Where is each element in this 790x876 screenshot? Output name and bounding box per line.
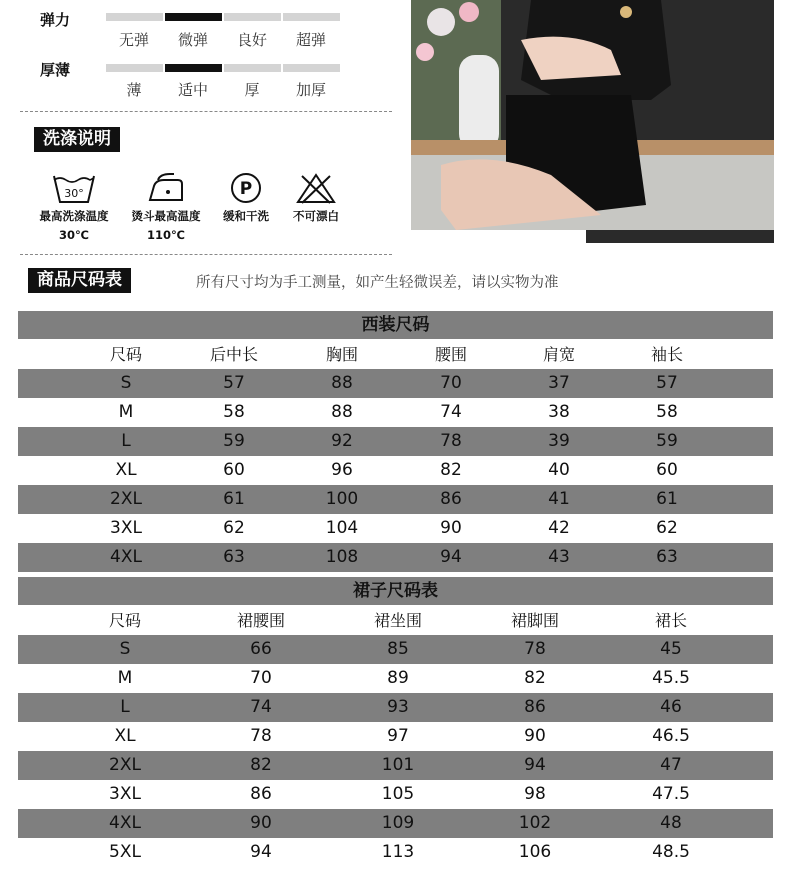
header-cell: 尺码	[108, 611, 141, 630]
value-cell: 66	[250, 639, 272, 659]
value-cell: 46.5	[652, 726, 690, 746]
value-cell: 78	[440, 431, 462, 451]
header-cell: 后中长	[209, 345, 258, 364]
size-cell: S	[119, 639, 131, 659]
value-cell: 60	[223, 460, 245, 480]
value-cell: 41	[548, 489, 570, 509]
thickness-bar-2	[224, 64, 281, 72]
header-cell: 腰围	[434, 345, 467, 364]
size-cell: 3XL	[110, 518, 142, 538]
size-cell: L	[121, 431, 131, 451]
no-bleach-care	[270, 172, 362, 224]
value-cell: 70	[440, 373, 462, 393]
elasticity-bar-3	[283, 13, 340, 21]
elasticity-option: 超弹	[295, 31, 326, 49]
value-cell: 86	[524, 697, 546, 717]
value-cell: 38	[548, 402, 570, 422]
header-cell: 裙长	[654, 611, 687, 630]
table-row	[18, 693, 773, 722]
dry-clean-symbol: P	[239, 179, 253, 199]
value-cell: 63	[656, 547, 678, 567]
header-cell: 裙腰围	[236, 611, 285, 630]
thickness-label: 厚薄	[40, 61, 71, 79]
skirt-size-table	[18, 577, 773, 867]
value-cell: 102	[518, 813, 552, 833]
table-row	[18, 635, 773, 664]
value-cell: 62	[223, 518, 245, 538]
no-bleach-icon	[294, 172, 338, 204]
suit-table-body	[18, 369, 773, 572]
header-cell: 尺码	[109, 345, 142, 364]
size-cell: S	[120, 373, 132, 393]
size-cell: XL	[114, 726, 136, 746]
elasticity-option: 微弹	[177, 31, 208, 49]
value-cell: 113	[381, 842, 415, 862]
header-cell: 裙脚围	[510, 611, 559, 630]
value-cell: 47	[660, 755, 682, 775]
value-cell: 104	[325, 518, 359, 538]
value-cell: 96	[331, 460, 353, 480]
header-cell: 裙坐围	[373, 611, 422, 630]
value-cell: 43	[548, 547, 570, 567]
value-cell: 94	[250, 842, 272, 862]
size-cell: 3XL	[109, 784, 141, 804]
iron-label: 烫斗最高温度	[131, 209, 201, 223]
suit-size-table	[18, 311, 773, 572]
value-cell: 101	[381, 755, 415, 775]
value-cell: 62	[656, 518, 678, 538]
value-cell: 106	[518, 842, 552, 862]
value-cell: 74	[440, 402, 462, 422]
wash-temp-symbol: 30°	[64, 187, 84, 200]
value-cell: 105	[381, 784, 415, 804]
value-cell: 85	[387, 639, 409, 659]
value-cell: 98	[524, 784, 546, 804]
value-cell: 59	[656, 431, 678, 451]
value-cell: 100	[325, 489, 359, 509]
value-cell: 78	[524, 639, 546, 659]
size-cell: M	[117, 668, 133, 688]
value-cell: 82	[250, 755, 272, 775]
value-cell: 86	[440, 489, 462, 509]
dry-clean-label: 缓和干洗	[223, 209, 269, 223]
value-cell: 92	[331, 431, 353, 451]
wash-30-icon	[52, 172, 96, 204]
skirt-table-header	[18, 606, 773, 635]
size-cell: 2XL	[109, 755, 141, 775]
value-cell: 86	[250, 784, 272, 804]
value-cell: 48	[660, 813, 682, 833]
value-cell: 58	[223, 402, 245, 422]
wash-sub: 30℃	[59, 228, 89, 242]
value-cell: 48.5	[652, 842, 690, 862]
value-cell: 46	[660, 697, 682, 717]
iron-care	[120, 172, 212, 242]
size-chart-title: 商品尺码表	[28, 268, 131, 293]
table-row	[18, 456, 773, 485]
value-cell: 37	[548, 373, 570, 393]
elasticity-bar-1	[165, 13, 222, 21]
model-image	[411, 0, 774, 243]
table-row	[18, 398, 773, 427]
size-cell: 4XL	[109, 813, 141, 833]
iron-sub: 110℃	[147, 228, 185, 242]
suit-table-header	[18, 340, 773, 369]
thickness-bar-1	[165, 64, 222, 72]
suit-table-title: 西装尺码	[18, 311, 773, 340]
thickness-option: 薄	[126, 81, 142, 99]
value-cell: 61	[223, 489, 245, 509]
value-cell: 90	[524, 726, 546, 746]
value-cell: 89	[387, 668, 409, 688]
value-cell: 47.5	[652, 784, 690, 804]
skirt-table-title: 裙子尺码表	[18, 577, 773, 606]
divider	[20, 111, 392, 112]
elasticity-option: 无弹	[118, 31, 149, 49]
header-cell: 肩宽	[542, 345, 575, 364]
wash-30-care	[28, 172, 120, 242]
size-cell: 2XL	[110, 489, 142, 509]
wash-label: 最高洗涤温度	[39, 209, 109, 223]
divider	[20, 254, 392, 255]
table-row	[18, 427, 773, 456]
thickness-option: 加厚	[295, 81, 326, 99]
value-cell: 57	[223, 373, 245, 393]
value-cell: 42	[548, 518, 570, 538]
value-cell: 90	[440, 518, 462, 538]
value-cell: 88	[331, 373, 353, 393]
table-row	[18, 809, 773, 838]
elasticity-label: 弹力	[40, 11, 71, 29]
header-cell: 袖长	[650, 345, 683, 364]
value-cell: 45	[660, 639, 682, 659]
washing-title: 洗涤说明	[34, 127, 120, 152]
value-cell: 60	[656, 460, 678, 480]
size-chart-note: 所有尺寸均为手工测量，如产生轻微误差，请以实物为准	[196, 275, 559, 291]
elasticity-bar-0	[106, 13, 163, 21]
table-row	[18, 780, 773, 809]
value-cell: 90	[250, 813, 272, 833]
value-cell: 93	[387, 697, 409, 717]
value-cell: 94	[440, 547, 462, 567]
table-row	[18, 751, 773, 780]
skirt-table-body	[18, 635, 773, 867]
elasticity-option: 良好	[236, 31, 267, 49]
value-cell: 82	[524, 668, 546, 688]
value-cell: 45.5	[652, 668, 690, 688]
value-cell: 57	[656, 373, 678, 393]
thickness-option: 适中	[177, 81, 208, 99]
value-cell: 97	[387, 726, 409, 746]
value-cell: 82	[440, 460, 462, 480]
elasticity-bar-2	[224, 13, 281, 21]
value-cell: 58	[656, 402, 678, 422]
product-photo	[411, 0, 774, 243]
table-row	[18, 838, 773, 867]
value-cell: 39	[548, 431, 570, 451]
table-row	[18, 543, 773, 572]
value-cell: 70	[250, 668, 272, 688]
value-cell: 63	[223, 547, 245, 567]
value-cell: 94	[524, 755, 546, 775]
size-cell: M	[118, 402, 134, 422]
value-cell: 61	[656, 489, 678, 509]
thickness-bar-0	[106, 64, 163, 72]
thickness-option: 厚	[244, 81, 260, 99]
value-cell: 40	[548, 460, 570, 480]
value-cell: 108	[325, 547, 359, 567]
dry-clean-p-icon	[224, 172, 268, 204]
value-cell: 88	[331, 402, 353, 422]
table-row	[18, 664, 773, 693]
table-row	[18, 485, 773, 514]
size-cell: XL	[115, 460, 137, 480]
value-cell: 59	[223, 431, 245, 451]
table-row	[18, 722, 773, 751]
iron-icon	[144, 172, 188, 204]
size-cell: 5XL	[109, 842, 141, 862]
table-row	[18, 514, 773, 543]
value-cell: 109	[381, 813, 415, 833]
value-cell: 78	[250, 726, 272, 746]
header-cell: 胸围	[325, 345, 358, 364]
value-cell: 74	[250, 697, 272, 717]
thickness-bar-3	[283, 64, 340, 72]
no-bleach-label: 不可漂白	[293, 209, 339, 223]
table-row	[18, 369, 773, 398]
size-cell: 4XL	[110, 547, 142, 567]
size-cell: L	[120, 697, 130, 717]
